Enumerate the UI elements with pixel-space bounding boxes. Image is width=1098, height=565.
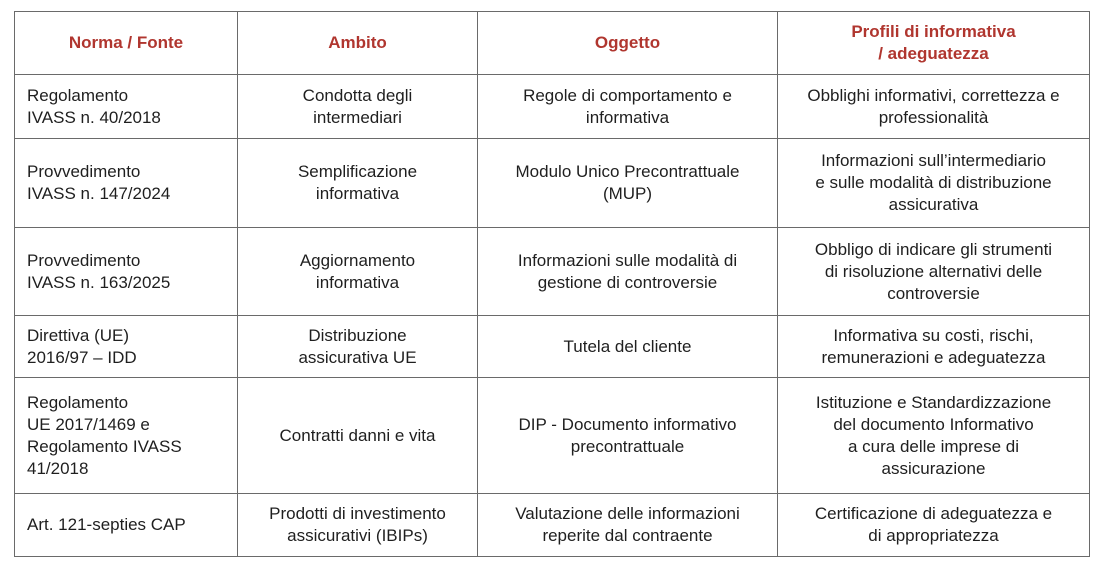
cell-oggetto: Modulo Unico Precontrattuale (MUP)	[478, 139, 778, 228]
cell-norma: Regolamento UE 2017/1469 e Regolamento IVASS 41/2018	[15, 378, 238, 494]
table-row	[15, 494, 1090, 557]
cell-norma: Art. 121-septies CAP	[15, 494, 238, 557]
cell-norma: Provvedimento IVASS n. 163/2025	[15, 228, 238, 316]
header-profili: Profili di informativa / adeguatezza	[778, 12, 1090, 75]
norms-table	[14, 11, 1090, 557]
header-ambito: Ambito	[238, 12, 478, 75]
cell-profili: Istituzione e Standardizzazione del documento Informativo a cura delle imprese di assicurazione	[778, 378, 1090, 494]
cell-oggetto: Informazioni sulle modalità di gestione di controversie	[478, 228, 778, 316]
cell-ambito: Distribuzione assicurativa UE	[238, 316, 478, 378]
cell-oggetto: DIP - Documento informativo precontrattuale	[478, 378, 778, 494]
table-header	[15, 12, 1090, 75]
cell-ambito: Aggiornamento informativa	[238, 228, 478, 316]
cell-ambito: Prodotti di investimento assicurativi (IBIPs)	[238, 494, 478, 557]
cell-profili: Informazioni sull’intermediario e sulle modalità di distribuzione assicurativa	[778, 139, 1090, 228]
table-row	[15, 316, 1090, 378]
cell-profili: Obbligo di indicare gli strumenti di risoluzione alternativi delle controversie	[778, 228, 1090, 316]
header-oggetto: Oggetto	[478, 12, 778, 75]
table-body	[15, 75, 1090, 557]
cell-oggetto: Regole di comportamento e informativa	[478, 75, 778, 139]
cell-profili: Informativa su costi, rischi, remunerazioni e adeguatezza	[778, 316, 1090, 378]
table-row	[15, 378, 1090, 494]
table-row	[15, 75, 1090, 139]
table-row	[15, 139, 1090, 228]
header-norma-fonte: Norma / Fonte	[15, 12, 238, 75]
cell-profili: Certificazione di adeguatezza e di appropriatezza	[778, 494, 1090, 557]
header-row	[15, 12, 1090, 75]
cell-ambito: Contratti danni e vita	[238, 378, 478, 494]
table-row	[15, 228, 1090, 316]
cell-ambito: Condotta degli intermediari	[238, 75, 478, 139]
cell-norma: Direttiva (UE) 2016/97 – IDD	[15, 316, 238, 378]
cell-oggetto: Valutazione delle informazioni reperite dal contraente	[478, 494, 778, 557]
cell-norma: Provvedimento IVASS n. 147/2024	[15, 139, 238, 228]
cell-norma: Regolamento IVASS n. 40/2018	[15, 75, 238, 139]
cell-ambito: Semplificazione informativa	[238, 139, 478, 228]
cell-profili: Obblighi informativi, correttezza e professionalità	[778, 75, 1090, 139]
cell-oggetto: Tutela del cliente	[478, 316, 778, 378]
